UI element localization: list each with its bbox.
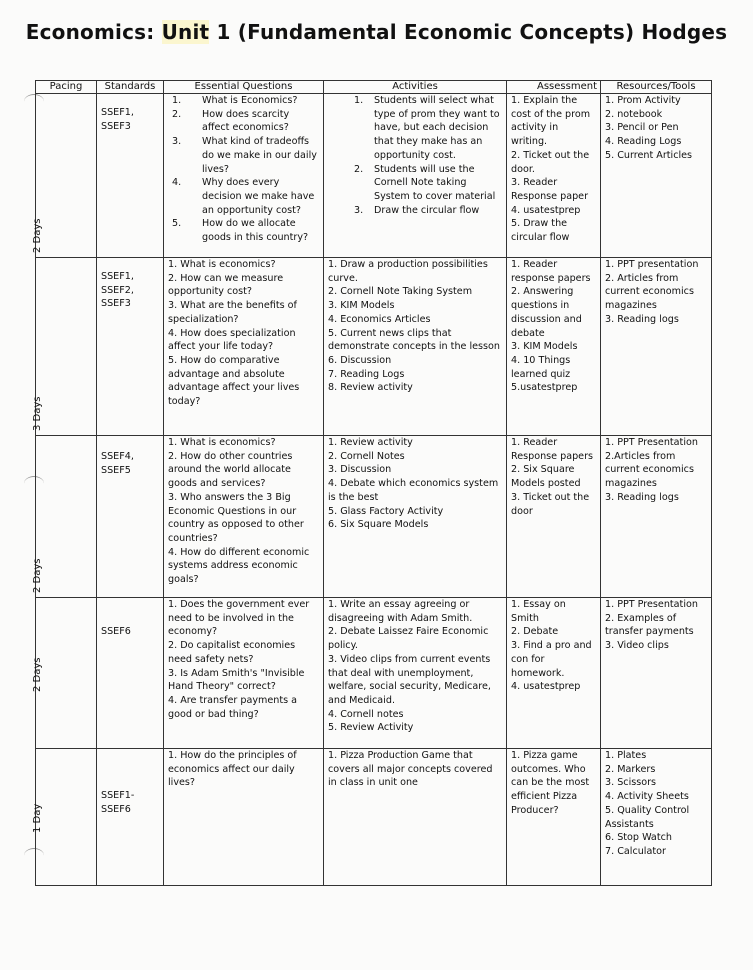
list-item: 1. Pizza game outcomes. Who can be the most efficient Pizza Producer?: [511, 750, 590, 816]
list-item: 3. Reader Response paper: [511, 177, 589, 202]
list-item: 6. Six Square Models: [328, 519, 429, 531]
list-item: 2. How can we measure opportunity cost?: [168, 272, 284, 298]
list-item: 3. Reading logs: [605, 491, 679, 503]
list-item: 5. How do we allocate goods in this country?: [172, 218, 309, 244]
list-item: 1. What is economics?: [168, 259, 276, 270]
list-item: 3. Discussion: [328, 464, 392, 476]
list-item: 2. Cornell Note Taking System: [328, 286, 473, 298]
resources-cell: [601, 94, 712, 258]
resources-cell: [601, 258, 712, 436]
assessment-cell: [507, 749, 601, 886]
standard-code: SSEF6: [101, 626, 131, 637]
list-item: 5. Current Articles: [605, 149, 693, 161]
list-item: 4. How does specialization affect your life today?: [168, 327, 296, 353]
standard-code: SSEF6: [101, 803, 131, 815]
list-item: 1. How do the principles of economics affect our daily lives?: [168, 750, 297, 789]
list-item: 3. Who answers the 3 Big Economic Questions in our country as opposed to other countries?: [168, 491, 304, 544]
list-item: 3. Reading logs: [605, 313, 679, 325]
list-item: 4. Economics Articles: [328, 313, 431, 325]
list-item: 1. What is Economics?: [172, 95, 298, 106]
pacing-label: 1 Day: [32, 803, 43, 833]
standards-cell: [97, 436, 164, 598]
list-item: 7. Reading Logs: [328, 368, 405, 380]
highlighted-word: Unit: [161, 20, 210, 44]
list-item: 1. Plates: [605, 750, 647, 761]
list-item: 5. How do comparative advantage and absolute advantage affect your lives today?: [168, 354, 300, 408]
header-standards: Standards: [97, 81, 164, 94]
list-item: 1. PPT Presentation: [605, 599, 698, 610]
table-row: [36, 436, 712, 598]
list-item: 2. Answering questions in discussion and debate: [511, 286, 582, 339]
pacing-cell: [32, 94, 97, 258]
list-item: 3. What kind of tradeoffs do we make in our daily lives?: [172, 136, 317, 175]
activities-cell: [324, 598, 507, 749]
list-item: 3. Ticket out the door: [511, 491, 590, 517]
assessment-cell: [507, 436, 601, 598]
list-item: 1. Reader response papers: [511, 259, 591, 284]
list-item: 3. KIM Models: [328, 300, 395, 312]
header-pacing: Pacing: [36, 81, 97, 94]
standards-cell: [97, 94, 164, 258]
standard-code: SSEF2,: [101, 284, 134, 296]
header-assessment: Assessment: [507, 81, 601, 94]
standard-code: SSEF5: [101, 464, 131, 476]
list-item: 3. KIM Models: [511, 341, 578, 353]
list-item: 1. Pizza Production Game that covers all major concepts covered in class in unit one: [328, 750, 493, 789]
standards-cell: [97, 749, 164, 886]
table-row: [36, 94, 712, 258]
assessment-cell: [507, 94, 601, 258]
standards-cell: [97, 598, 164, 749]
list-item: 1. Reader Response papers: [511, 437, 594, 462]
list-item: 2. Articles from current economics magazines: [605, 272, 694, 312]
pacing-label: 3 Days: [32, 396, 43, 431]
list-item: 1. PPT Presentation: [605, 437, 698, 448]
list-item: 1. Review activity: [328, 437, 413, 448]
list-item: 2.Articles from current economics magazines: [605, 450, 694, 490]
resources-cell: [601, 598, 712, 749]
list-item: 1. Draw a production possibilities curve.: [328, 259, 488, 284]
activities-cell: [324, 258, 507, 436]
questions-cell: [164, 598, 324, 749]
list-item: 1. Students will select what type of prom they want to have, but each decision that they make has an opportunity cost.: [354, 95, 500, 161]
list-item: 2. Examples of transfer payments: [605, 612, 694, 638]
pacing-label: 2 Days: [32, 218, 43, 253]
list-item: 1. Essay on Smith: [511, 599, 566, 624]
standard-code: SSEF1,: [101, 271, 134, 282]
questions-cell: [164, 94, 324, 258]
list-item: 1. Explain the cost of the prom activity in writing.: [511, 95, 591, 148]
list-item: 4. Cornell notes: [328, 708, 404, 720]
standard-code: SSEF4,: [101, 451, 134, 462]
list-item: 4. How do different economic systems address economic goals?: [168, 546, 310, 586]
resources-cell: [601, 436, 712, 598]
list-item: 3. Is Adam Smith's "Invisible Hand Theory" correct?: [168, 667, 305, 693]
list-item: 6. Stop Watch: [605, 832, 672, 844]
list-item: 5.usatestprep: [511, 382, 578, 394]
standards-cell: [97, 258, 164, 436]
assessment-cell: [507, 258, 601, 436]
curriculum-table: [32, 80, 712, 886]
questions-cell: [164, 258, 324, 436]
list-item: 5. Review Activity: [328, 722, 414, 734]
page-title: Economics: Unit 1 (Fundamental Economic Concepts) Hodges: [25, 20, 728, 44]
pacing-cell: [32, 598, 97, 749]
list-item: 3. Draw the circular flow: [354, 204, 480, 216]
list-item: 1. Prom Activity: [605, 95, 681, 106]
list-item: 2. Six Square Models posted: [511, 464, 581, 490]
pacing-label: 2 Days: [32, 657, 43, 692]
list-item: 2. Cornell Notes: [328, 450, 405, 462]
list-item: 2. Do capitalist economies need safety nets?: [168, 640, 296, 665]
list-item: 2. Debate Laissez Faire Economic policy.: [328, 626, 489, 652]
pacing-cell: [32, 749, 97, 886]
table-row: [36, 258, 712, 436]
list-item: 2. How do other countries around the world allocate goods and services?: [168, 450, 293, 490]
list-item: 4. Why does every decision we make have an opportunity cost?: [172, 177, 315, 216]
standard-code: SSEF3: [101, 120, 131, 132]
list-item: 1. PPT presentation: [605, 259, 699, 270]
header-essential-questions: Essential Questions: [164, 81, 324, 94]
list-item: 8. Review activity: [328, 382, 413, 394]
list-item: 7. Calculator: [605, 845, 666, 857]
list-item: 4. Debate which economics system is the best: [328, 478, 499, 503]
list-item: 2. Students will use the Cornell Note taking System to cover material: [354, 163, 496, 202]
header-resources: Resources/Tools: [601, 81, 712, 94]
resources-cell: [601, 749, 712, 886]
questions-cell: [164, 749, 324, 886]
pacing-cell: [32, 436, 97, 598]
activities-cell: [324, 94, 507, 258]
list-item: 5. Current news clips that demonstrate concepts in the lesson: [328, 327, 500, 353]
activities-cell: [324, 436, 507, 598]
list-item: 2. Ticket out the door.: [511, 149, 590, 175]
list-item: 1. Write an essay agreeing or disagreeing with Adam Smith.: [328, 599, 473, 624]
list-item: 4. Are transfer payments a good or bad thing?: [168, 694, 298, 720]
header-activities: Activities: [324, 81, 507, 94]
list-item: 6. Discussion: [328, 354, 392, 366]
list-item: 3. What are the benefits of specialization?: [168, 300, 297, 325]
list-item: 3. Find a pro and con for homework.: [511, 640, 592, 679]
list-item: 4. Activity Sheets: [605, 791, 689, 803]
list-item: 1. What is economics?: [168, 437, 276, 448]
standard-code: SSEF1-: [101, 790, 135, 801]
list-item: 4. 10 Things learned quiz: [511, 354, 571, 380]
list-item: 3. Video clips from current events that deal with unemployment, welfare, social security, Medicare, and Medicaid.: [328, 653, 491, 706]
list-item: 2. Debate: [511, 626, 559, 638]
pacing-label: 2 Days: [32, 558, 43, 593]
list-item: 4. usatestprep: [511, 681, 581, 693]
table-header-row: [36, 81, 712, 94]
list-item: 5. Draw the circular flow: [511, 218, 570, 244]
list-item: 1. Does the government ever need to be involved in the economy?: [168, 599, 310, 638]
list-item: 3. Pencil or Pen: [605, 122, 679, 134]
list-item: 2. How does scarcity affect economics?: [172, 108, 290, 134]
table-row: [36, 749, 712, 886]
list-item: 4. Reading Logs: [605, 136, 682, 148]
list-item: 5. Glass Factory Activity: [328, 505, 444, 517]
questions-cell: [164, 436, 324, 598]
standard-code: SSEF3: [101, 298, 131, 310]
list-item: 4. usatestprep: [511, 204, 581, 216]
activities-cell: [324, 749, 507, 886]
assessment-cell: [507, 598, 601, 749]
list-item: 3. Scissors: [605, 777, 657, 789]
list-item: 5. Quality Control Assistants: [605, 804, 690, 830]
table-row: [36, 598, 712, 749]
list-item: 2. Markers: [605, 763, 656, 775]
list-item: 3. Video clips: [605, 640, 669, 652]
standard-code: SSEF1,: [101, 107, 134, 118]
pacing-cell: [32, 258, 97, 436]
list-item: 2. notebook: [605, 108, 663, 120]
